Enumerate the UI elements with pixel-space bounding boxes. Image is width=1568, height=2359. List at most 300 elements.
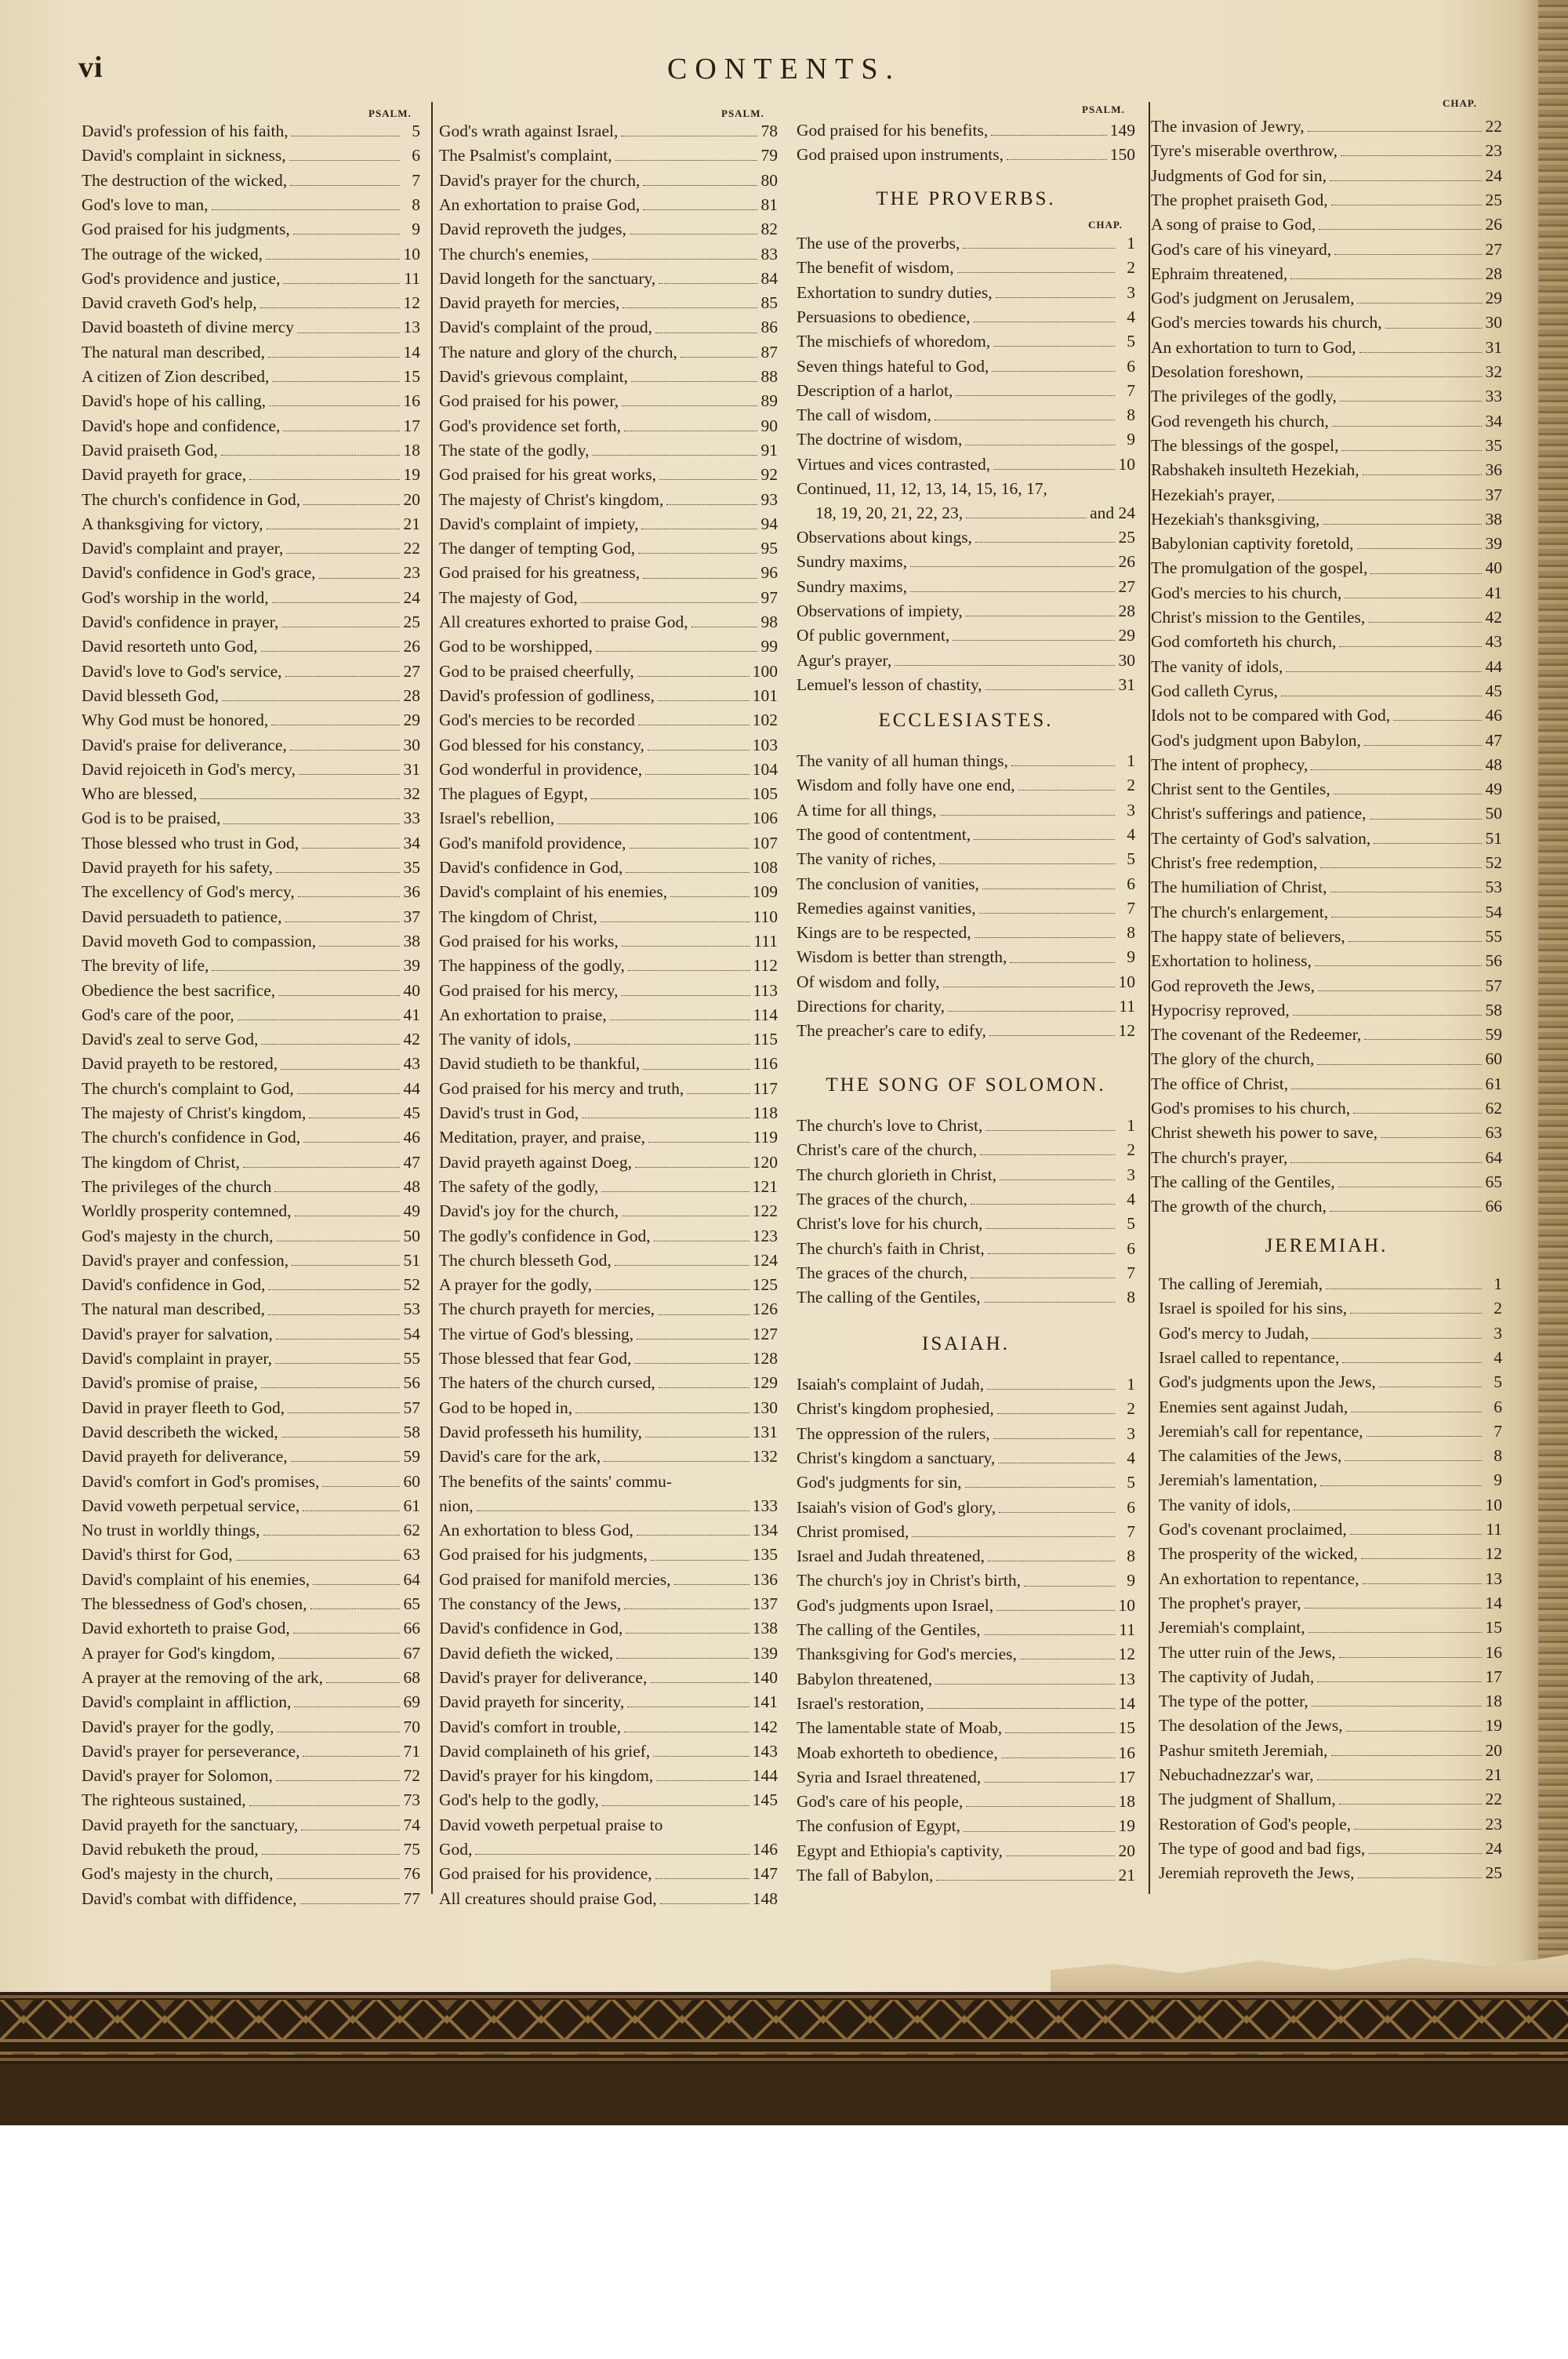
entry-title: David's prayer for salvation, <box>82 1324 273 1343</box>
entry-title: The invasion of Jewry, <box>1151 117 1305 136</box>
dot-leader <box>659 1387 750 1388</box>
jeremiah-row <box>1159 1591 1502 1616</box>
dot-leader <box>298 896 400 897</box>
psalm-row <box>82 1249 420 1273</box>
entry-title: God praised for his works, <box>439 931 619 951</box>
entry-title: God praised for manifold mercies, <box>439 1569 671 1589</box>
isaiah-row <box>1151 827 1502 851</box>
entry-number: 25 <box>403 612 420 631</box>
dot-leader <box>303 1756 400 1757</box>
entry-title: Christ's mission to the Gentiles, <box>1151 608 1366 627</box>
entry-number: 25 <box>1118 528 1135 547</box>
entry-title: David's hope and confidence, <box>82 416 281 435</box>
dot-leader <box>1339 646 1482 647</box>
dot-leader <box>974 839 1115 840</box>
entry-title: God's help to the godly, <box>439 1790 599 1810</box>
entry-number: 2 <box>1494 1299 1502 1318</box>
entry-title: The blessedness of God's chosen, <box>82 1594 307 1613</box>
entry-number: 65 <box>1485 1172 1502 1191</box>
entry-title: Of public government, <box>797 626 950 645</box>
song-row <box>797 1187 1135 1212</box>
entry-title: The church's joy in Christ's birth, <box>797 1571 1022 1590</box>
entry-title: Israel is spoiled for his sins, <box>1159 1299 1348 1318</box>
entry-number: 71 <box>403 1741 420 1761</box>
entry-title: 18, 19, 20, 21, 22, 23, <box>815 503 964 522</box>
entry-number: 118 <box>753 1103 778 1122</box>
entry-number: 38 <box>403 931 420 951</box>
dot-leader <box>927 1708 1115 1709</box>
entry-number: 25 <box>1485 190 1502 209</box>
psalm-row <box>439 1420 778 1445</box>
dot-leader <box>643 185 757 186</box>
ecclesiastes-row <box>797 773 1135 798</box>
entry-number: 51 <box>403 1250 420 1270</box>
psalm-row <box>82 1616 420 1641</box>
psalm-row <box>82 1273 420 1297</box>
entry-number: 20 <box>403 489 420 509</box>
dot-leader <box>1354 1829 1482 1830</box>
entry-title: God's majesty in the church, <box>82 1864 274 1884</box>
entry-title: God's judgments upon Israel, <box>797 1595 994 1615</box>
entry-number: 129 <box>752 1373 778 1393</box>
dot-leader <box>574 1044 750 1045</box>
jeremiah-row <box>1159 1567 1502 1591</box>
entry-title: Christ's care of the church, <box>797 1140 978 1160</box>
dot-leader <box>303 504 400 505</box>
entry-number: 5 <box>1127 1214 1135 1234</box>
isaiah-row <box>1151 949 1502 973</box>
isaiah-row <box>797 1422 1135 1446</box>
jeremiah-row <box>1159 1812 1502 1837</box>
entry-number: 16 <box>403 391 420 411</box>
song-row <box>797 1285 1135 1310</box>
entry-title: David rejoiceth in God's mercy, <box>82 759 296 779</box>
jeremiah-row <box>1159 1787 1502 1812</box>
psalm-row <box>439 1837 778 1862</box>
entry-number: 40 <box>1485 558 1502 578</box>
entry-title: Obedience the best sacrifice, <box>82 980 276 1000</box>
dot-leader <box>276 872 400 873</box>
psalm-row <box>82 1837 420 1862</box>
entry-title: David studieth to be thankful, <box>439 1054 641 1074</box>
column-2-head: PSALM. <box>721 107 764 119</box>
proverbs-row <box>797 453 1135 477</box>
isaiah-row <box>1151 1023 1502 1047</box>
entry-number: 30 <box>1485 313 1502 333</box>
isaiah-row <box>797 1544 1135 1568</box>
entry-title: David's combat with diffidence, <box>82 1888 297 1908</box>
psalm-row <box>82 242 420 267</box>
entry-title: David professeth his humility, <box>439 1422 642 1441</box>
entry-title: The outrage of the wicked, <box>82 244 263 264</box>
entry-number: 87 <box>760 342 778 362</box>
entry-title: David's trust in God, <box>439 1103 579 1122</box>
entry-number: 139 <box>752 1643 778 1663</box>
entry-number: 89 <box>760 391 778 411</box>
entry-number: 138 <box>752 1619 778 1638</box>
entry-number: 11 <box>1486 1520 1502 1539</box>
entry-number: 6 <box>1127 874 1135 893</box>
dot-leader <box>300 1903 400 1904</box>
entry-title: The judgment of Shallum, <box>1159 1790 1336 1809</box>
entry-number: 56 <box>403 1373 420 1393</box>
entry-title: An exhortation to bless God, <box>439 1521 633 1540</box>
isaiah-row <box>1151 974 1502 998</box>
isaiah-row <box>1151 139 1502 163</box>
dot-leader <box>645 1437 750 1438</box>
psalm-row <box>439 586 778 610</box>
entry-number: 13 <box>403 318 420 337</box>
entry-number: 107 <box>752 833 778 852</box>
entry-title: nion, <box>439 1496 474 1515</box>
entry-title: David praiseth God, <box>82 440 218 460</box>
entry-number: 134 <box>752 1521 778 1540</box>
entry-title: Christ's kingdom prophesied, <box>797 1399 994 1419</box>
entry-number: 83 <box>760 244 778 264</box>
psalm-row <box>439 389 778 413</box>
psalm-row <box>439 1470 778 1494</box>
entry-title: David defieth the wicked, <box>439 1643 614 1663</box>
dot-leader <box>975 542 1115 543</box>
entry-title: David prayeth for grace, <box>82 465 247 485</box>
dot-leader <box>659 283 757 284</box>
psalm-row <box>439 1641 778 1666</box>
psalm-row <box>439 929 778 954</box>
entry-number: 94 <box>760 514 778 533</box>
dot-leader <box>1332 426 1482 427</box>
jeremiah-row <box>1159 1518 1502 1542</box>
entry-number: 142 <box>752 1717 778 1736</box>
psalm-row <box>82 463 420 487</box>
entry-number: 43 <box>1485 632 1502 652</box>
psalm-row <box>82 1150 420 1175</box>
entry-title: Remedies against vanities, <box>797 898 976 918</box>
jeremiah-row <box>1159 1370 1502 1394</box>
dot-leader <box>643 578 757 579</box>
entry-number: 76 <box>403 1864 420 1884</box>
entry-number: 130 <box>752 1398 778 1417</box>
dot-leader <box>275 1363 400 1364</box>
entry-number: 141 <box>752 1692 778 1712</box>
entry-title: David's zeal to serve God, <box>82 1030 259 1049</box>
column-3-psalm-head: PSALM. <box>1082 104 1125 115</box>
entry-number: 28 <box>403 685 420 705</box>
entry-number: 7 <box>1127 1521 1135 1541</box>
entry-number: 119 <box>753 1128 778 1147</box>
psalm-row <box>439 1175 778 1199</box>
entry-number: 3 <box>1127 1423 1135 1443</box>
psalm-row <box>439 242 778 267</box>
jeremiah-row <box>1159 1861 1502 1885</box>
psalm-row <box>439 1887 778 1911</box>
entry-number: 98 <box>760 612 778 631</box>
psalm-row <box>439 1764 778 1788</box>
entry-title: The vanity of all human things, <box>797 751 1008 770</box>
dot-leader <box>260 307 400 308</box>
entry-number: 137 <box>752 1594 778 1613</box>
dot-leader <box>615 1265 750 1266</box>
entry-number: 1 <box>1127 1375 1135 1394</box>
proverbs-row <box>797 403 1135 427</box>
entry-title: The church's confidence in God, <box>82 1128 301 1147</box>
isaiah-row <box>1151 336 1502 360</box>
entry-number: 27 <box>403 661 420 681</box>
jeremiah-row <box>1159 1837 1502 1861</box>
entry-title: David blesseth God, <box>82 685 219 705</box>
entry-title: David exhorteth to praise God, <box>82 1619 290 1638</box>
entry-number: 10 <box>1485 1495 1502 1514</box>
psalm-row <box>82 1077 420 1101</box>
psalm-row <box>439 1568 778 1592</box>
dot-leader <box>1368 622 1482 623</box>
dot-leader <box>628 970 750 971</box>
entry-title: The certainty of God's salvation, <box>1151 828 1371 848</box>
entry-number: 12 <box>403 293 420 313</box>
psalm-row <box>82 217 420 242</box>
psalm-row <box>82 1715 420 1739</box>
proverbs-row <box>797 550 1135 574</box>
dot-leader <box>1011 765 1115 766</box>
entry-number: 84 <box>760 268 778 288</box>
entry-number: 27 <box>1118 576 1135 596</box>
entry-number: 5 <box>1127 849 1135 869</box>
psalm-row <box>82 119 420 144</box>
dot-leader <box>939 863 1115 864</box>
entry-number: 61 <box>403 1496 420 1515</box>
entry-title: God's love to man, <box>82 194 209 214</box>
psalm-row <box>82 267 420 291</box>
entry-title: David describeth the wicked, <box>82 1422 278 1441</box>
entry-number: 122 <box>752 1201 778 1221</box>
psalm-row <box>82 512 420 536</box>
entry-number: 24 <box>403 587 420 607</box>
entry-number: 17 <box>1485 1667 1502 1686</box>
entry-number: 14 <box>1485 1593 1502 1612</box>
dot-leader <box>1361 1558 1482 1559</box>
entry-number: 59 <box>1485 1025 1502 1045</box>
entry-title: Moab exhorteth to obedience, <box>797 1743 998 1762</box>
dot-leader <box>681 357 757 358</box>
entry-number: 54 <box>403 1324 420 1343</box>
dot-leader <box>996 1610 1115 1611</box>
psalm-row <box>439 733 778 758</box>
entry-title: The good of contentment, <box>797 824 971 844</box>
entry-number: 14 <box>403 342 420 362</box>
entry-title: The virtue of God's blessing, <box>439 1324 634 1343</box>
entry-title: God is to be praised, <box>82 809 221 828</box>
entry-title: The majesty of God, <box>439 587 578 607</box>
entry-title: David's complaint in prayer, <box>82 1349 273 1368</box>
dot-leader <box>281 1437 400 1438</box>
entry-number: 60 <box>403 1471 420 1491</box>
psalm-row <box>439 856 778 880</box>
entry-number: 13 <box>1118 1669 1135 1688</box>
isaiah-row <box>1151 409 1502 434</box>
entry-number: 53 <box>403 1299 420 1319</box>
psalm-row <box>82 340 420 365</box>
isaiah-row <box>1151 483 1502 507</box>
isaiah-row <box>1151 1096 1502 1121</box>
isaiah-row <box>1151 286 1502 311</box>
entry-title: David rebuketh the proud, <box>82 1840 259 1859</box>
entry-title: Christ sheweth his power to save, <box>1151 1123 1378 1143</box>
entry-number: 66 <box>1485 1197 1502 1216</box>
entry-title: The majesty of Christ's kingdom, <box>82 1103 307 1122</box>
psalm-row <box>439 1199 778 1223</box>
entry-title: A prayer for God's kingdom, <box>82 1643 275 1663</box>
entry-number: 147 <box>752 1864 778 1884</box>
entry-title: The calling of the Gentiles, <box>1151 1172 1335 1191</box>
dot-leader <box>650 1682 749 1683</box>
dot-leader <box>1307 376 1482 377</box>
entry-number: 114 <box>753 1005 778 1024</box>
ecclesiastes-row <box>797 994 1135 1019</box>
entry-number: 28 <box>1118 601 1135 620</box>
psalm-row <box>82 1641 420 1666</box>
entry-title: The haters of the church cursed, <box>439 1373 655 1393</box>
entry-title: David prayeth for deliverance, <box>82 1447 288 1467</box>
entry-number: 123 <box>752 1226 778 1245</box>
entry-number: 60 <box>1485 1049 1502 1069</box>
entry-title: The benefits of the saints' commu- <box>439 1471 673 1491</box>
ecclesiastes-row <box>797 945 1135 969</box>
entry-number: 4 <box>1127 1448 1135 1467</box>
entry-title: Christ promised, <box>797 1521 909 1541</box>
entry-number: 112 <box>753 956 778 976</box>
entry-title: God reproveth the Jews, <box>1151 976 1315 995</box>
entry-title: The captivity of Judah, <box>1159 1667 1315 1686</box>
proverbs-continued-line2 <box>815 501 1135 525</box>
entry-number: 14 <box>1118 1693 1135 1713</box>
psalm-row <box>439 1666 778 1690</box>
jeremiah-row <box>1159 1542 1502 1566</box>
entry-number: 32 <box>403 784 420 804</box>
entry-title: The happiness of the godly, <box>439 956 625 976</box>
entry-number: 100 <box>752 661 778 681</box>
entry-title: Jeremiah's lamentation, <box>1159 1470 1318 1490</box>
entry-number: 103 <box>752 735 778 754</box>
jeremiah-row <box>1159 1714 1502 1738</box>
ecclesiastes-row <box>797 896 1135 921</box>
isaiah-row <box>1151 998 1502 1023</box>
entry-number: 101 <box>752 685 778 705</box>
dot-leader <box>910 591 1115 592</box>
entry-number: 109 <box>752 882 778 902</box>
ecclesiastes-row <box>797 970 1135 994</box>
dot-leader <box>269 405 400 406</box>
entry-number: 8 <box>412 194 420 214</box>
isaiah-row <box>1151 655 1502 679</box>
psalm-row <box>439 1690 778 1714</box>
psalm-row <box>439 1739 778 1764</box>
psalm-row <box>797 143 1135 167</box>
dot-leader <box>1363 1583 1482 1584</box>
entry-number: 111 <box>753 931 778 951</box>
isaiah-row <box>797 1372 1135 1397</box>
entry-number: 57 <box>403 1398 420 1417</box>
proverbs-row <box>797 525 1135 550</box>
psalm-row <box>82 1666 420 1690</box>
entry-number: 18 <box>403 440 420 460</box>
psalm-row <box>439 806 778 831</box>
psalm-row <box>439 880 778 904</box>
entry-number: 12 <box>1118 1645 1135 1664</box>
dot-leader <box>1001 1757 1115 1758</box>
entry-number: 1 <box>1127 751 1135 770</box>
entry-number: 65 <box>403 1594 420 1613</box>
entry-title: David's care for the ark, <box>439 1447 601 1467</box>
entry-title: The church's love to Christ, <box>797 1116 983 1135</box>
dot-leader <box>666 504 757 505</box>
entry-title: Christ's love for his church, <box>797 1214 983 1234</box>
psalm-row <box>82 634 420 659</box>
entry-title: Sundry maxims, <box>797 552 907 572</box>
entry-number: 49 <box>403 1201 420 1221</box>
entry-number: 34 <box>1485 411 1502 431</box>
dot-leader <box>236 1560 400 1561</box>
psalm-row <box>439 1592 778 1616</box>
isaiah-row <box>1151 679 1502 703</box>
dot-leader <box>1339 1657 1482 1658</box>
entry-title: David's hope of his calling, <box>82 391 266 411</box>
isaiah-row <box>797 1667 1135 1692</box>
entry-number: 9 <box>412 220 420 239</box>
entry-title: Lemuel's lesson of chastity, <box>797 674 982 694</box>
entry-title: David boasteth of divine mercy <box>82 318 295 337</box>
dot-leader <box>1342 1362 1482 1363</box>
entry-title: Jeremiah's call for repentance, <box>1159 1421 1363 1441</box>
psalm-row <box>82 389 420 413</box>
entry-title: David's prayer for the church, <box>439 170 641 190</box>
entry-title: Israel's rebellion, <box>439 809 555 828</box>
dot-leader <box>971 1204 1115 1205</box>
entry-number: 49 <box>1485 780 1502 799</box>
dot-leader <box>653 1756 749 1757</box>
song-row <box>797 1114 1135 1138</box>
psalm-row <box>82 1543 420 1567</box>
psalm-row <box>82 1396 420 1420</box>
entry-number: 22 <box>403 539 420 558</box>
entry-title: The calling of the Gentiles, <box>797 1288 981 1307</box>
dot-leader <box>310 1608 401 1609</box>
entry-title: David's complaint in affliction, <box>82 1692 292 1712</box>
entry-title: God praised for his mercy, <box>439 980 619 1000</box>
isaiah-row <box>797 1716 1135 1740</box>
entry-number: 74 <box>403 1815 420 1834</box>
entry-number: 18 <box>1485 1692 1502 1711</box>
entry-number: 3 <box>1127 800 1135 820</box>
entry-number: 26 <box>1485 215 1502 234</box>
dot-leader <box>993 469 1115 470</box>
dot-leader <box>200 798 400 799</box>
entry-title: Christ's sufferings and patience, <box>1151 804 1367 823</box>
psalm-row <box>82 1690 420 1714</box>
entry-title: David's promise of praise, <box>82 1373 258 1393</box>
entry-title: David's confidence in prayer, <box>82 612 279 631</box>
dot-leader <box>987 1389 1115 1390</box>
entry-title: David's confidence in God, <box>439 1619 623 1638</box>
entry-title: Those blessed who trust in God, <box>82 833 299 852</box>
entry-number: 99 <box>760 637 778 656</box>
entry-number: 5 <box>412 122 420 140</box>
column-rule-3 <box>1149 102 1150 1894</box>
entry-number: 82 <box>760 220 778 239</box>
section-title-proverbs: THE PROVERBS. <box>876 188 1056 209</box>
entry-title: David persuadeth to patience, <box>82 907 282 926</box>
entry-title: Desolation foreshown, <box>1151 362 1304 381</box>
entry-title: Description of a harlot, <box>797 380 953 400</box>
entry-number: 93 <box>760 489 778 509</box>
